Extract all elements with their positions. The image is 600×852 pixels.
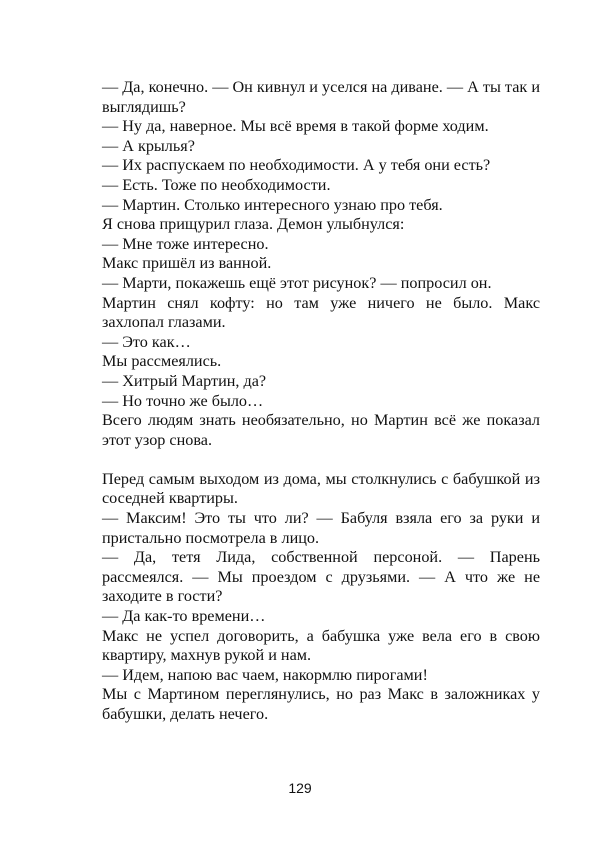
paragraph: Макс не успел договорить, а бабушка уже вела его в свою квартиру, махнув рукой и нам. (102, 626, 540, 665)
paragraph: — Мне тоже интересно. (102, 234, 269, 253)
page-body-text (102, 78, 540, 725)
paragraph: — Ну да, наверное. Мы всё время в такой форме ходим. (102, 117, 489, 136)
paragraph: — Хитрый Мартин, да? (102, 371, 267, 390)
paragraph: — Мартин. Столько интересного узнаю про тебя. (102, 195, 443, 214)
paragraph: — А крылья? (102, 136, 195, 155)
paragraph: — Да как-то времени… (102, 607, 266, 626)
paragraph: — Идем, напою вас чаем, накормлю пирогами! (102, 665, 428, 684)
paragraph: Макс пришёл из ванной. (102, 254, 272, 273)
paragraph: Мы с Мартином переглянулись, но раз Макс в заложниках у бабушки, делать нечего. (102, 685, 540, 723)
paragraph: Я снова прищурил глаза. Демон улыбнулся: (102, 215, 405, 234)
page-number: 129 (288, 780, 312, 796)
paragraph: — Но точно же было… (102, 391, 264, 410)
paragraph: — Их распускаем по необходимости. А у тебя они есть? (102, 156, 491, 175)
paragraph: Перед самым выходом из дома, мы столкнулись с бабушкой из соседней квартиры. (102, 469, 540, 508)
paragraph: Мы рассмеялись. (102, 352, 222, 371)
paragraph: Мартин снял кофту: но там уже ничего не было. Макс захлопал глазами. (102, 293, 540, 332)
paragraph: — Максим! Это ты что ли? — Бабуля взяла его за руки и пристально посмотрела в лицо. (102, 509, 540, 547)
paragraph: — Да, тетя Лида, собственной персоной. — Парень рассмеялся. — Мы проездом с друзьями. — А что же не заходите в гости? (102, 548, 540, 606)
section-break (102, 450, 540, 470)
paragraph: — Есть. Тоже по необходимости. (102, 175, 331, 194)
paragraph: — Да, конечно. — Он кивнул и уселся на диване. — А ты так и выглядишь? (102, 78, 540, 116)
paragraph: Всего людям знать необязательно, но Мартин всё же показал этот узор снова. (102, 411, 540, 449)
paragraph: — Это как… (102, 332, 191, 351)
paragraph: — Марти, покажешь ещё этот рисунок? — попросил он. (102, 273, 492, 292)
